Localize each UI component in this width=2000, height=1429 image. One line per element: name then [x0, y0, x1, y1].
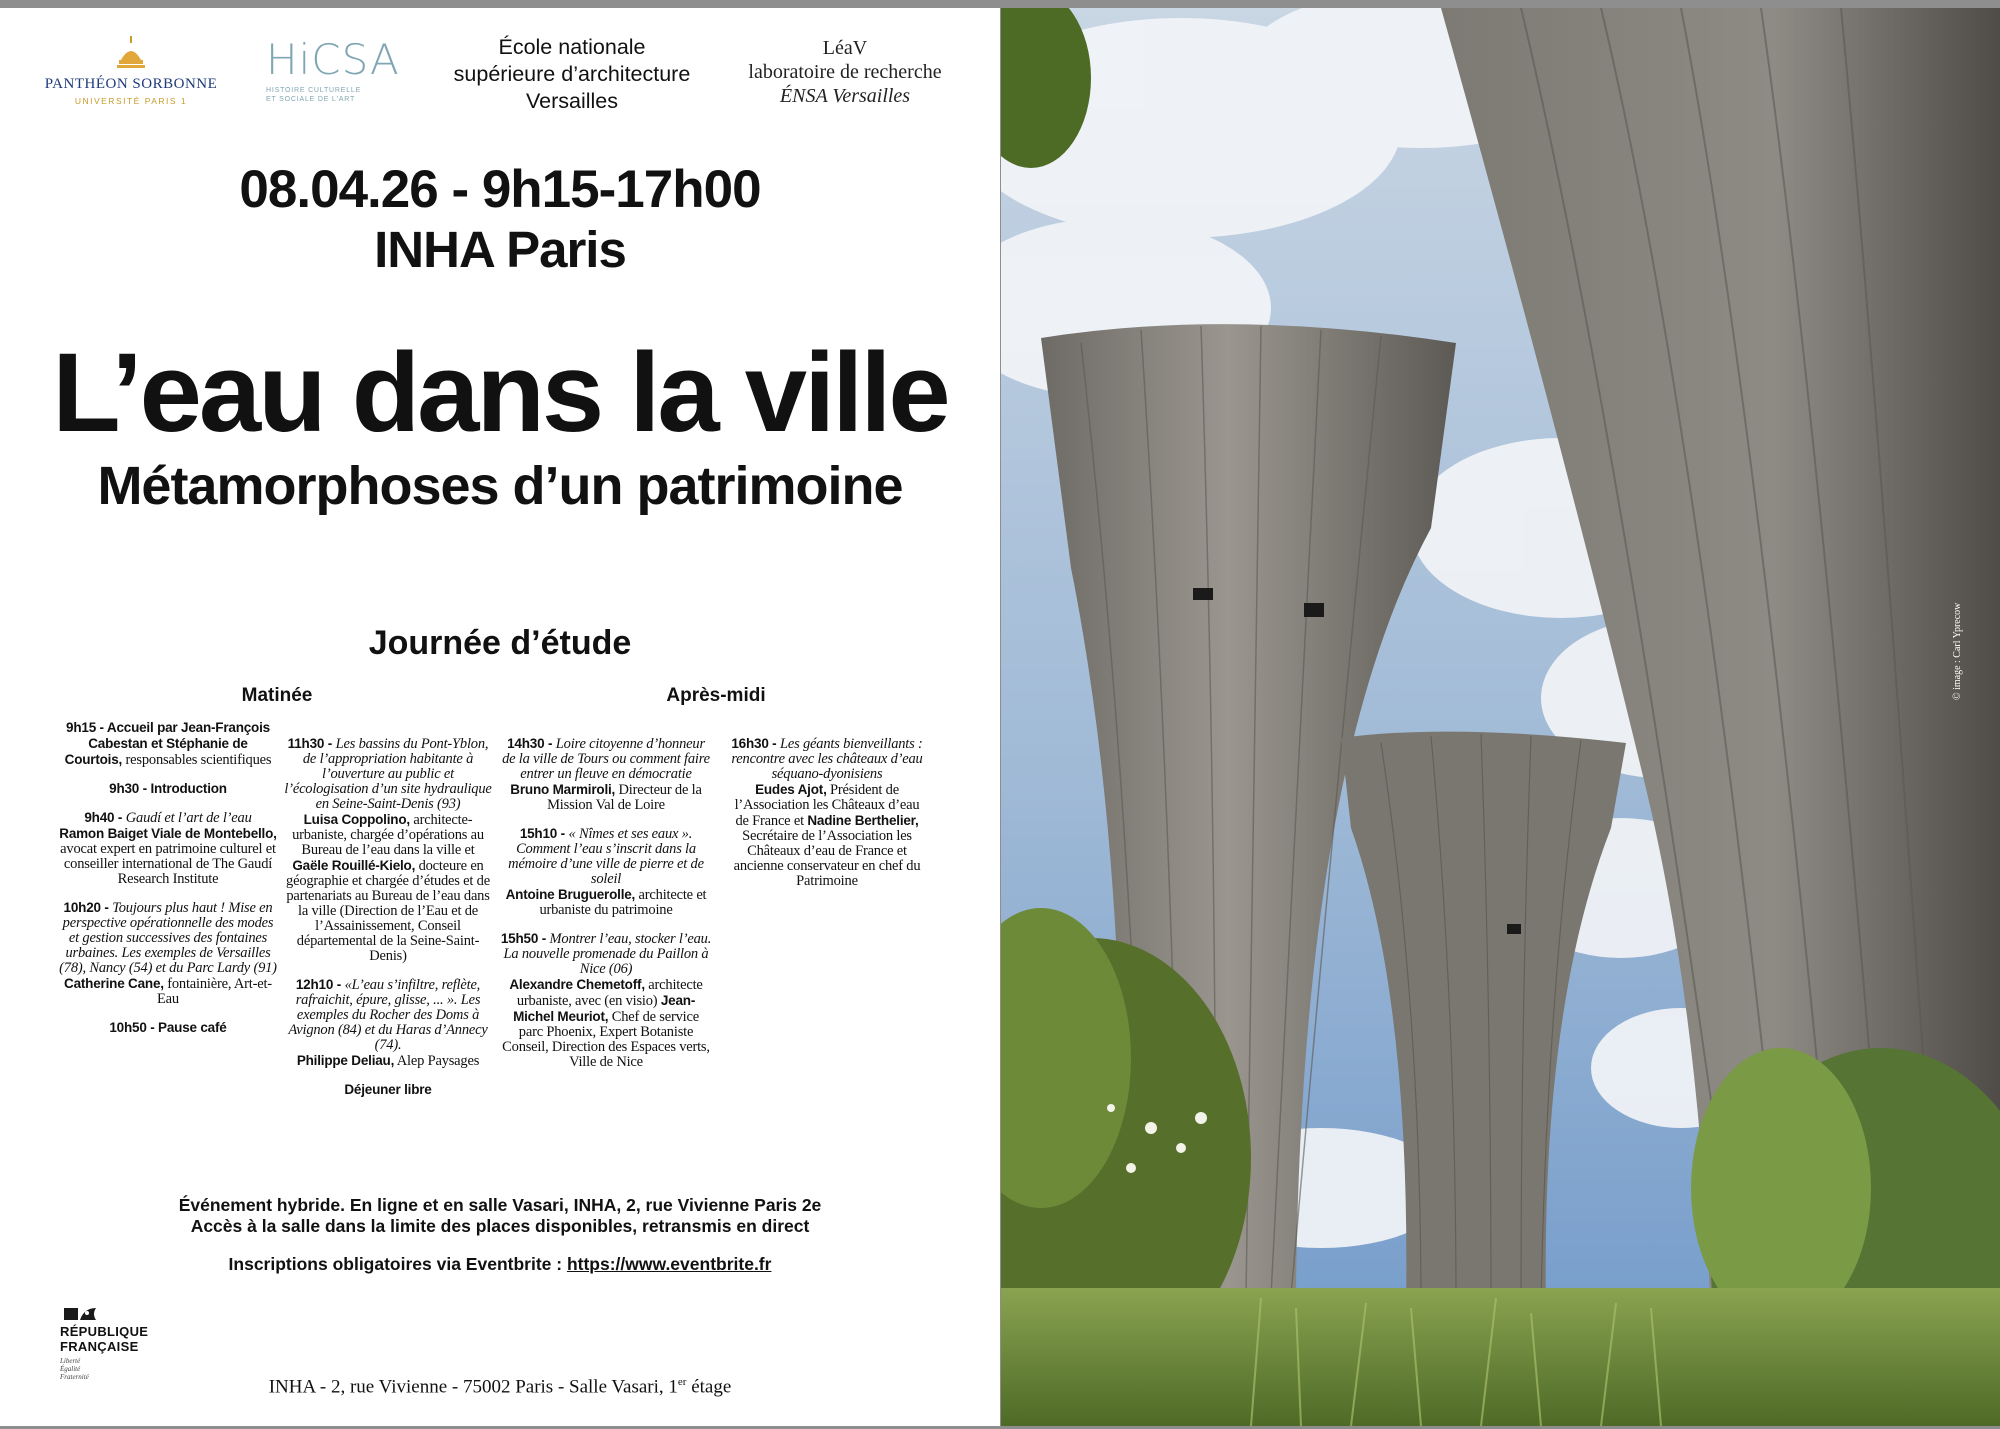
program-entry [500, 826, 712, 918]
program-entry [58, 720, 278, 768]
entry-speaker: Catherine Cane, [64, 976, 164, 991]
water-towers-illustration [1001, 8, 2000, 1426]
registration-text: Inscriptions obligatoires via Eventbrite : [228, 1254, 567, 1274]
hybrid-info-line-2: Accès à la salle dans la limite des places disponibles, retransmis en direct [190, 1216, 810, 1236]
marianne-icon [62, 1306, 100, 1322]
program-column-3 [500, 736, 712, 1083]
poster-subtitle: Métamorphoses d’un patrimoine [97, 456, 903, 516]
entry-talk-title: Loire citoyenne d’honneur de la ville de Tours ou comment faire entrer un fleuve en démocratie [502, 736, 710, 782]
address-end: étage [686, 1376, 732, 1398]
entry-speaker: Luisa Coppolino, [303, 812, 410, 827]
rf-line-2: FRANÇAISE [60, 1339, 139, 1354]
entry-time: 9h15 - Accueil par Jean-François Cabestan et Stéphanie de Courtois, [64, 720, 270, 767]
hybrid-info-line-1: Événement hybride. En ligne et en salle Vasari, INHA, 2, rue Vivienne Paris 2e [178, 1195, 822, 1215]
program-entry [282, 977, 494, 1069]
hicsa-mark: HiCSA [266, 35, 400, 84]
program-entry [500, 736, 712, 813]
leav-line-3: ÉNSA Versailles [779, 85, 911, 107]
pantheon-dome-icon [116, 36, 146, 74]
entry-time: 10h50 - Pause café [109, 1020, 227, 1035]
entry-text: architecte-urbaniste, chargée d’opérations au Bureau de l’eau dans la ville et [292, 812, 484, 858]
entry-time: 15h10 - [519, 826, 569, 841]
program-entry [58, 781, 278, 797]
entry-text: Président de l’Association les Châteaux d’eau de France et [734, 782, 920, 829]
ensa-versailles-logo [432, 34, 712, 115]
program-entry [500, 931, 712, 1070]
rf-motto-1: Liberté [60, 1357, 81, 1365]
entry-text: Chef de service parc Phoenix, Expert Botaniste Conseil, Direction des Espaces verts, Ville de Nice [502, 1009, 710, 1070]
entry-text: architecte et urbaniste du patrimoine [539, 887, 707, 918]
entry-text: Secrétaire de l’Association les Châteaux d’eau de France et ancienne conservateur en chef du Patrimoine [733, 828, 921, 889]
photo-credit: © image : Carl Yprecow [1952, 602, 1963, 700]
entry-speaker: Antoine Bruguerolle, [505, 887, 636, 902]
pantheon-sorbonne-logo [36, 32, 226, 112]
afternoon-heading: Après-midi [666, 685, 766, 706]
program-column-4 [728, 736, 926, 902]
entry-talk-title: Les géants bienveillants : rencontre avec les châteaux d’eau séquano-dyonisiens [731, 736, 923, 782]
program-column-1 [58, 720, 278, 1049]
entry-speaker: Gaële Rouillé-Kielo, [292, 858, 416, 873]
rf-motto-3: Fraternité [60, 1373, 89, 1381]
program-entry [282, 1082, 494, 1098]
hybrid-event-info [0, 1195, 1000, 1237]
ensa-line-2: supérieure d’architecture [453, 62, 691, 86]
program-entry [58, 900, 278, 1007]
entry-text: responsables scientifiques [125, 752, 272, 768]
ensa-line-3: Versailles [525, 89, 618, 113]
entry-speaker: Alexandre Chemetoff, [509, 977, 645, 992]
eventbrite-link[interactable]: https://www.eventbrite.fr [566, 1254, 772, 1274]
entry-time: 9h40 - [84, 810, 126, 825]
entry-text: docteure en géographie et chargée d’études et de partenariats au Bureau de l’eau dans la ville (Direction de l’Eau et de l’Assainissement, Conseil départemental de la Seine-Saint-Denis) [286, 858, 490, 964]
entry-time: Déjeuner libre [344, 1082, 432, 1097]
entry-talk-title: «L’eau s’infiltre, reflète, rafraichit, épure, glisse, ... ». Les exemples du Rocher des Doms à Avignon (84) et du Haras d’Annecy (74). [288, 977, 488, 1053]
entry-speaker: Bruno Marmiroli, [510, 782, 616, 797]
program-entry [58, 810, 278, 887]
grass-field [1001, 1288, 2000, 1426]
entry-speaker: Eudes Ajot, [755, 782, 827, 797]
entry-talk-title: Les bassins du Pont-Yblon, de l’appropriation habitante à l’ouverture au public et l’écologisation d’un site hydraulique en Seine-Saint-Denis (93) [284, 736, 492, 812]
leav-line-1: LéaV [822, 37, 868, 59]
program-entry [728, 736, 926, 889]
entry-talk-title: Gaudí et l’art de l’eau [125, 810, 252, 826]
entry-talk-title: Montrer l’eau, stocker l’eau. La nouvelle promenade du Paillon à Nice (06) [503, 931, 712, 977]
rf-line-1: RÉPUBLIQUE [60, 1324, 149, 1339]
entry-talk-title: « Nîmes et ses eaux ». Comment l’eau s’inscrit dans la mémoire d’une ville de pierre et de soleil [508, 826, 704, 887]
study-day-heading: Journée d’étude [368, 624, 632, 662]
entry-speaker: Philippe Deliau, [296, 1053, 395, 1068]
entry-speaker: Jean-Michel Meuriot, [513, 993, 696, 1024]
event-venue: INHA Paris [374, 221, 626, 278]
entry-time: 11h30 - [287, 736, 336, 751]
water-tower-photo [1001, 8, 2000, 1426]
registration-line [0, 1253, 1000, 1275]
address-text: INHA - 2, rue Vivienne - 75002 Paris - Salle Vasari, 1 [268, 1376, 678, 1398]
event-date: 08.04.26 - 9h15-17h00 [239, 160, 761, 219]
entry-text: Directeur de la Mission Val de Loire [547, 782, 702, 813]
entry-speaker: Ramon Baiget Viale de Montebello, [59, 826, 277, 841]
program-entry [282, 736, 494, 964]
entry-text: architecte urbaniste, avec (en visio) [516, 977, 703, 1009]
pantheon-university: UNIVERSITÉ PARIS 1 [74, 96, 188, 106]
entry-time: 10h20 - [63, 900, 113, 915]
entry-text: avocat expert en patrimoine culturel et conseiller international de The Gaudí Research Institute [60, 841, 276, 887]
entry-talk-title: Toujours plus haut ! Mise en perspective opérationnelle des modes et gestion successives des fontaines urbaines. Les exemples de Versailles (78), Nancy (54) et du Parc Lardy (91) [59, 900, 277, 976]
pantheon-name: PANTHÉON SORBONNE [44, 76, 218, 92]
hicsa-sub-2: ET SOCIALE DE L'ART [266, 96, 356, 103]
hicsa-logo [266, 35, 400, 113]
entry-time: 14h30 - [507, 736, 556, 751]
entry-text: Alep Paysages [394, 1053, 480, 1069]
morning-heading: Matinée [241, 685, 313, 706]
rf-motto-2: Égalité [60, 1365, 81, 1373]
entry-time: 16h30 - [731, 736, 781, 751]
entry-time: 15h50 - [500, 931, 550, 946]
poster-text-panel [0, 8, 1000, 1426]
hicsa-sub-1: HISTOIRE CULTURELLE [266, 87, 362, 94]
program-entry [58, 1020, 278, 1036]
ensa-line-1: École nationale [498, 35, 646, 59]
program-column-2 [282, 736, 494, 1111]
entry-time: 12h10 - [295, 977, 345, 992]
entry-text: fontainière, Art-et-Eau [157, 976, 272, 1007]
leav-logo [720, 36, 970, 108]
poster-title: L’eau dans la ville [52, 330, 948, 455]
leav-line-2: laboratoire de recherche [748, 61, 942, 83]
event-address [0, 1370, 1000, 1399]
entry-time: 9h30 - Introduction [109, 781, 227, 796]
entry-speaker: Nadine Berthelier, [807, 813, 919, 828]
address-sup: er [677, 1376, 687, 1388]
